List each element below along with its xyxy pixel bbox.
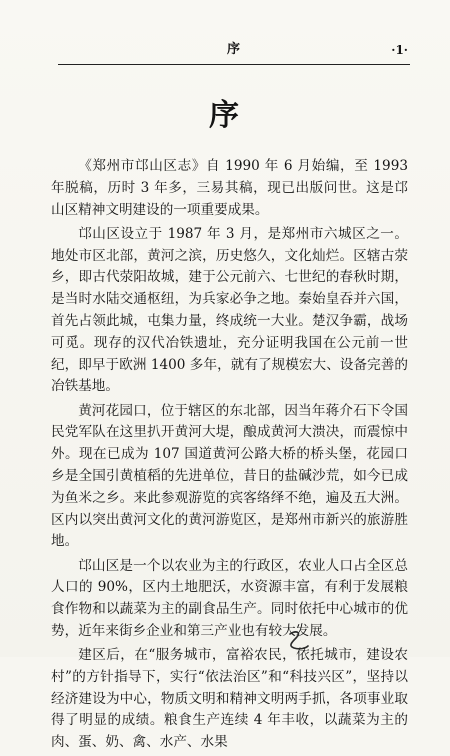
handwritten-mark <box>282 628 312 654</box>
body-text <box>51 156 408 756</box>
paragraph-5: 建区后，在“服务城市，富裕农民，依托城市，建设农村”的方针指导下，实行“依法治区”和“科技兴区”，坚持以经济建设为中心，物质文明和精神文明两手抓，各项事业取得了明显的成绩。粮食生产连续 4 年丰收，以蔬菜为主的肉、蛋、奶、禽、水产、水果 <box>51 647 408 751</box>
header-title: 序 <box>226 42 241 57</box>
header-page-number: ·1· <box>391 43 408 57</box>
paragraph-3: 黄河花园口，位于辖区的东北部，因当年蒋介石下令国民党军队在这里扒开黄河大堤，酿成黄河大溃决，而震惊中外。现在已成为 107 国道黄河公路大桥的桥头堡，花园口乡是全国引黄植稻的先进单位，昔日的盐碱沙荒，如今已成为鱼米之乡。来此参观游览的宾客络绎不绝，遍及五大洲。区内以突出黄河文化的黄河游览区，是郑州市新兴的旅游胜地。 <box>51 402 408 550</box>
header-rule <box>58 64 410 65</box>
paragraph-2: 邙山区设立于 1987 年 3 月，是郑州市六城区之一。地处市区北部，黄河之滨，历史悠久，文化灿烂。区辖古荥乡，即古代荥阳故城，建于公元前六、七世纪的春秋时期，是当时水陆交通枢纽，为兵家必争之地。秦始皇吞并六国，首先占领此城，屯集力量，终成统一大业。楚汉争霸，战场可觅。现存的汉代冶铁遗址，充分证明我国在公元前一世纪，即早于欧洲 1400 多年，就有了规模宏大、设备完善的冶铁基地。 <box>51 225 408 395</box>
paragraph-4: 邙山区是一个以农业为主的行政区，农业人口占全区总人口的 90%，区内土地肥沃，水资源丰富，有利于发展粮食作物和以蔬菜为主的副食品生产。同时依托中心城市的优势，近年来街乡企业和第三产业也有较大发展。 <box>51 557 408 639</box>
running-header <box>58 40 410 60</box>
paragraph-1: 《郑州市邙山区志》自 1990 年 6 月始编，至 1993 年脱稿，历时 3 年多，三易其稿，现已出版问世。这是邙山区精神文明建设的一项重要成果。 <box>51 158 408 218</box>
section-heading: 序 <box>209 98 241 133</box>
